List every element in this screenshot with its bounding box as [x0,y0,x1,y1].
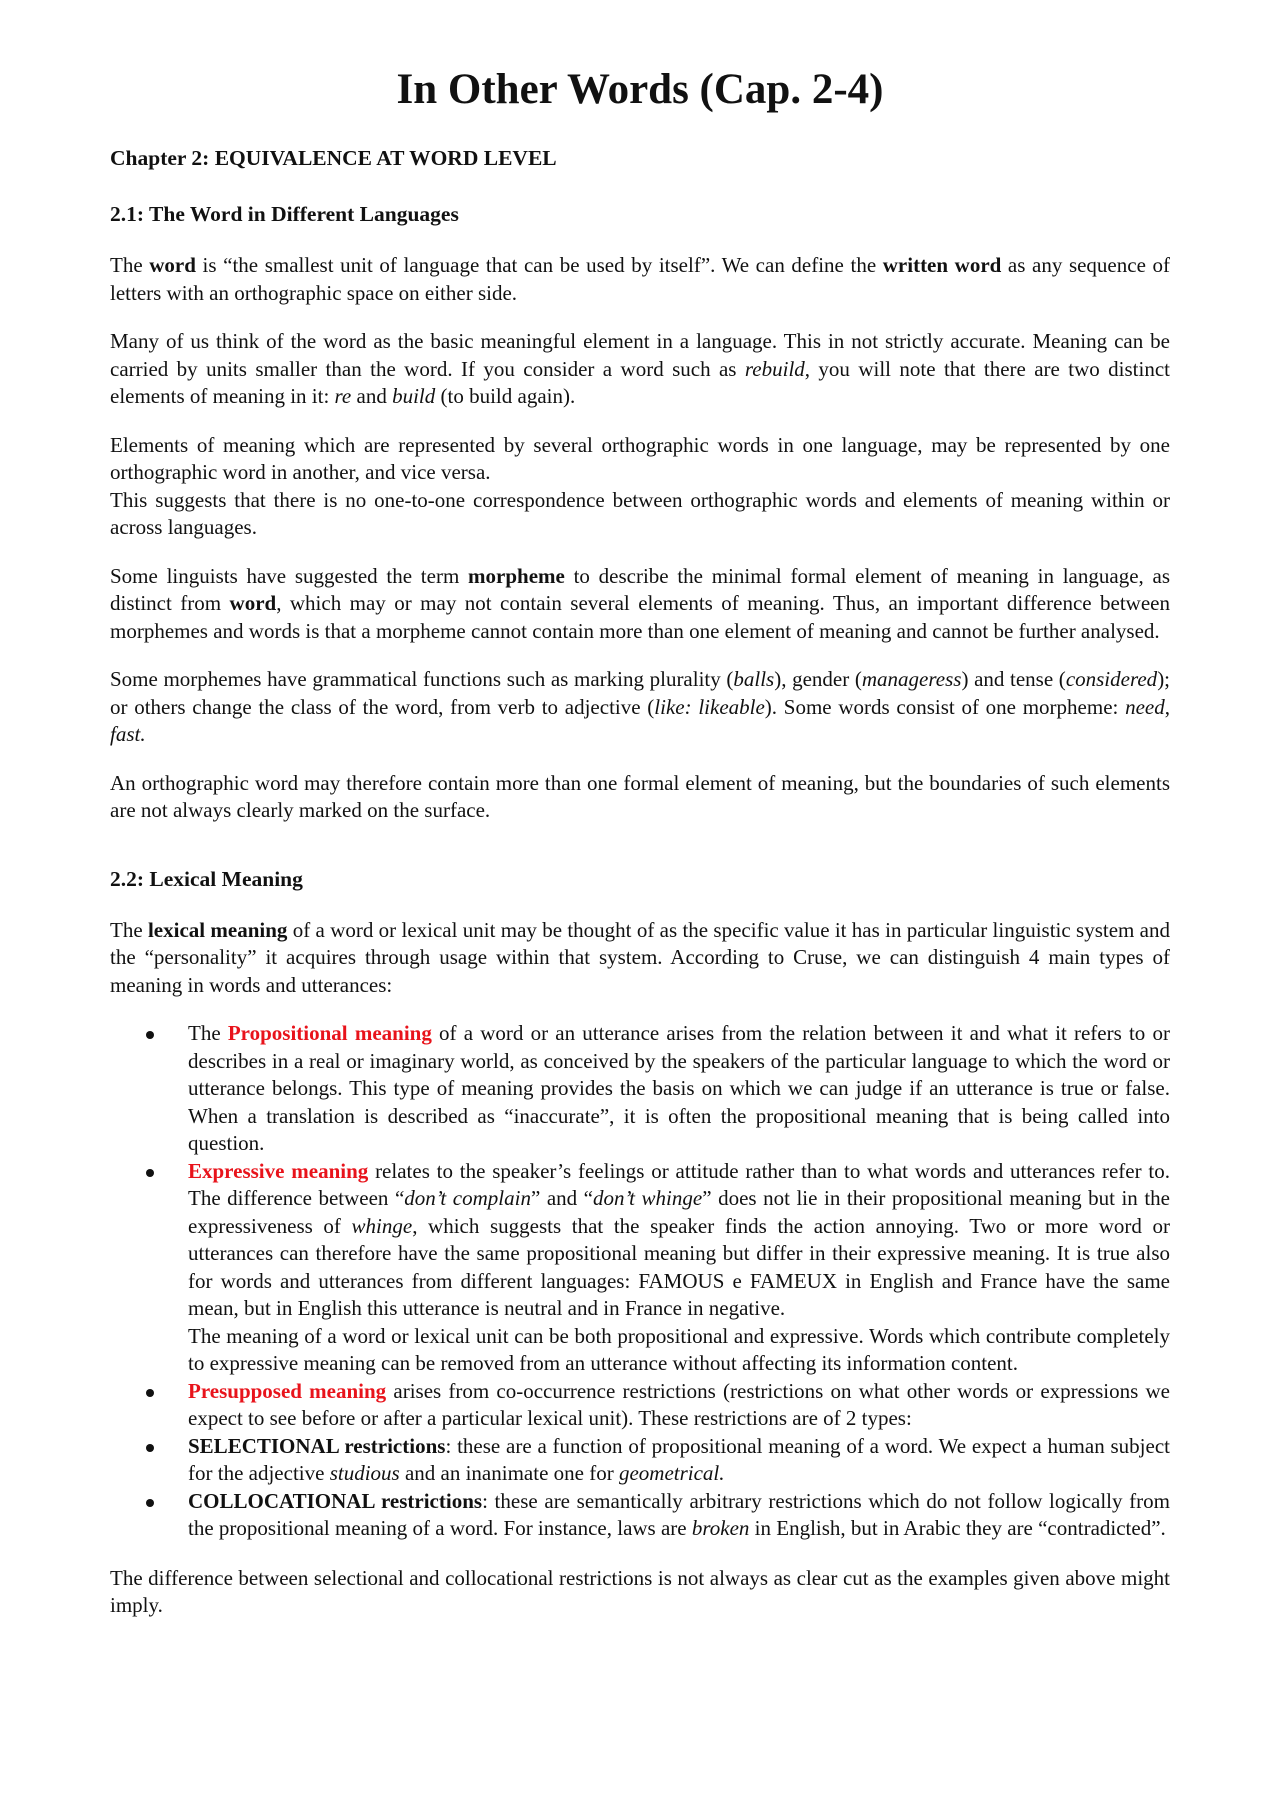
paragraph-word-definition: The word is “the smallest unit of language that can be used by itself”. We can define the written word as any sequence of letters with an orthographic space on either side. [110,253,1170,305]
list-item-selectional: SELECTIONAL restrictions: these are a function of propositional meaning of a word. We expect a human subject for the adjective studious and an inanimate one for geometrical. [188,1433,1170,1488]
bullet-icon [146,1499,154,1507]
bullet-icon [146,1444,154,1452]
paragraph-lexical-meaning: The lexical meaning of a word or lexical unit may be thought of as the specific value it has in particular linguistic system and the “personality” it acquires through usage within that system. According to Cruse, we can distinguish 4 main types of meaning in words and utterances: [110,917,1170,997]
chapter-heading: Chapter 2: EQUIVALENCE AT WORD LEVEL [110,146,557,170]
list-item-expressive: Expressive meaning relates to the speaker’s feelings or attitude rather than to what words and utterances refer to. The difference between “don’t complain” and “don’t whinge” does not lie in their propositional meaning but in the expressiveness of whinge, which suggests that the speaker finds the action annoying. Two or more word or utterances can therefore have the same propositional meaning but differ in their expressive meaning. It is true also for words and utterances from different languages: FAMOUS e FAMEUX in English and France have the same mean, but in English this utterance is neutral and in France in negative. The meaning of a word or lexical unit can be both propositional and expressive. Words which contribute completely to expressive meaning can be removed from an utterance without affecting its information content. [188,1158,1170,1378]
document-title: In Other Words (Cap. 2-4) [396,66,884,113]
expressive-continuation: The meaning of a word or lexical unit can be both propositional and expressive. Words which contribute completely to expressive meaning can be removed from an utterance without affecting its information content. [188,1323,1170,1375]
section-heading-2-1: 2.1: The Word in Different Languages [110,202,459,226]
paragraph-closing: The difference between selectional and collocational restrictions is not always as clear cut as the examples given above might imply. [110,1565,1170,1617]
bullet-icon [146,1031,154,1039]
paragraph-orthographic-word: An orthographic word may therefore contain more than one formal element of meaning, but the boundaries of such elements are not always clearly marked on the surface. [110,770,1170,822]
paragraph-correspondence: This suggests that there is no one-to-one correspondence between orthographic words and elements of meaning within or across languages. [110,487,1170,539]
bullet-icon [146,1169,154,1177]
meaning-types-list [110,1020,1170,1543]
bullet-icon [146,1389,154,1397]
paragraph-grammatical-functions: Some morphemes have grammatical functions such as marking plurality (balls), gender (manageress) and tense (considered); or others change the class of the word, from verb to adjective (like: likeable). Some words consist of one morpheme: need, fast. [110,667,1171,746]
paragraph-basic-meaning: Many of us think of the word as the basic meaningful element in a language. This in not strictly accurate. Meaning can be carried by units smaller than the word. If you consider a word such as rebuild, you will note that there are two distinct elements of meaning in it: re and build (to build again). [110,329,1171,408]
list-item-collocational: COLLOCATIONAL restrictions: these are semantically arbitrary restrictions which do not follow logically from the propositional meaning of a word. For instance, laws are broken in English, but in Arabic they are “contradicted”. [188,1488,1170,1543]
paragraph-elements-of-meaning: Elements of meaning which are represented by several orthographic words in one language, may be represented by one orthographic word in another, and vice versa. [110,432,1170,484]
list-item-propositional: The Propositional meaning of a word or an utterance arises from the relation between it and what it refers to or describes in a real or imaginary world, as conceived by the speakers of the particular language to which the word or utterance belongs. This type of meaning provides the basis on which we can judge if an utterance is true or false. When a translation is described as “inaccurate”, it is often the propositional meaning that is being called into question. [188,1020,1170,1158]
paragraph-morpheme: Some linguists have suggested the term morpheme to describe the minimal formal element of meaning in language, as distinct from word, which may or may not contain several elements of meaning. Thus, an important difference between morphemes and words is that a morpheme cannot contain more than one element of meaning and cannot be further analysed. [110,563,1170,643]
list-item-presupposed: Presupposed meaning arises from co-occurrence restrictions (restrictions on what other words or expressions we expect to see before or after a particular lexical unit). These restrictions are of 2 types: [188,1378,1170,1433]
section-heading-2-2: 2.2: Lexical Meaning [110,866,303,891]
